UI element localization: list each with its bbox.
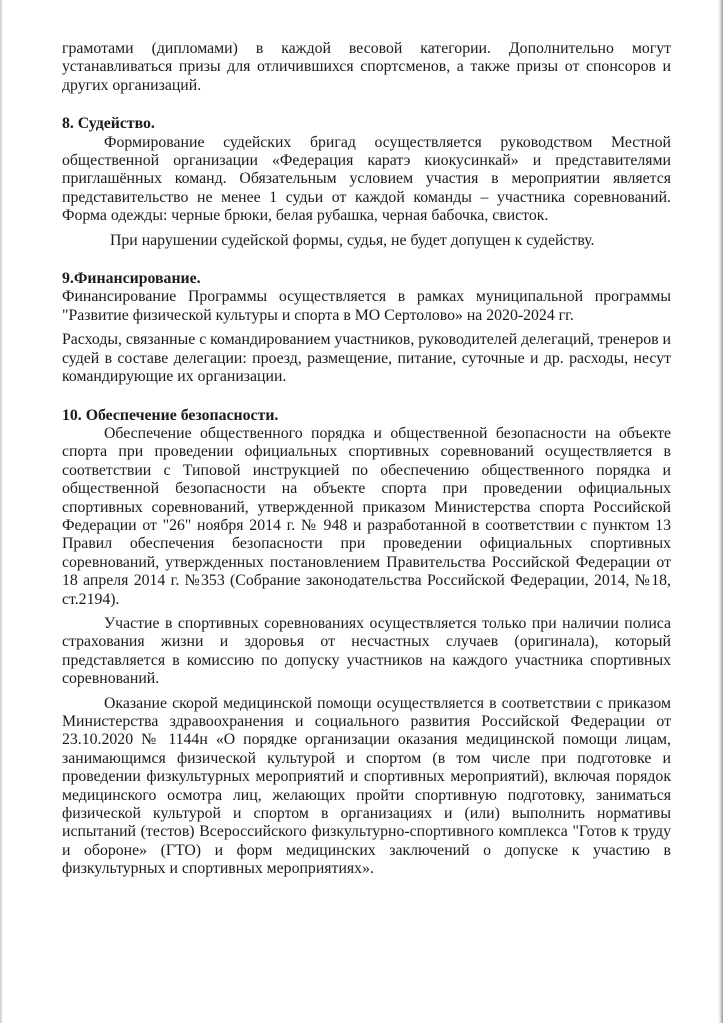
- scan-edge-right: [718, 0, 723, 1023]
- section-10-paragraph-2: Участие в спортивных соревнованиях осуществляется только при наличии полиса страхования жизни и здоровья от несчастных случаев (оригинала), который представляется в комиссию по допуску участников на каждого участника спортивных соревнований.: [62, 614, 671, 688]
- section-8-heading: 8. Судейство.: [62, 115, 155, 133]
- section-10-heading: 10. Обеспечение безопасности.: [62, 406, 279, 424]
- intro-paragraph: грамотами (дипломами) в каждой весовой категории. Дополнительно могут устанавливаться призы для отличившихся спортсменов, а также призы от спонсоров и других организаций.: [62, 40, 671, 94]
- section-9-paragraph-2: Расходы, связанные с командированием участников, руководителей делегаций, тренеров и судей в составе делегации: проезд, размещение, питание, суточные и др. расходы, несут командирующие их организации.: [62, 331, 671, 386]
- section-8-paragraph-1: Формирование судейских бригад осуществляется руководством Местной общественной организации «Федерация каратэ киокусинкай» и представителями приглашённых команд. Обязательным условием участия в мероприятии является представительство не менее 1 судьи от каждой команды – участника соревнований. Форма одежды: черные брюки, белая рубашка, черная бабочка, свисток.: [62, 133, 671, 225]
- scan-edge-left: [0, 0, 3, 1023]
- section-8-paragraph-2: При нарушении судейской формы, судья, не будет допущен к судейству.: [110, 231, 595, 249]
- section-9-heading: 9.Финансирование.: [62, 270, 201, 288]
- section-10-paragraph-3: Оказание скорой медицинской помощи осуществляется в соответствии с приказом Министерства здравоохранения и социального развития Российской Федерации от 23.10.2020 № 1144н «О порядке организации оказания медицинской помощи лицам, занимающимся физической культурой и спортом (в том числе при подготовке и проведении физкультурных мероприятий и спортивных мероприятий), включая порядок медицинского осмотра лиц, желающих пройти спортивную подготовку, заниматься физической культурой и спортом в организациях и (или) выполнить нормативы испытаний (тестов) Всероссийского физкультурно-спортивного комплекса "Готов к труду и обороне» (ГТО) и форм медицинских заключений о допуске к участию в физкультурных и спортивных мероприятиях».: [62, 694, 671, 878]
- section-9-paragraph-1: Финансирование Программы осуществляется в рамках муниципальной программы "Развитие физической культуры и спорта в МО Сертолово» на 2020-2024 гг.: [62, 288, 671, 324]
- section-10-paragraph-1: Обеспечение общественного порядка и общественной безопасности на объекте спорта при проведении официальных спортивных соревнований осуществляется в соответствии с Типовой инструкцией по обеспечению общественного порядка и общественной безопасности на объекте спорта при проведении официальных спортивных соревнований, утвержденной приказом Министерства спорта Российской Федерации от "26" ноября 2014 г. № 948 и разработанной в соответствии с пунктом 13 Правил обеспечения безопасности при проведении официальных спортивных соревнований, утвержденных постановлением Правительства Российской Федерации от 18 апреля 2014 г. №353 (Собрание законодательства Российской Федерации, 2014, №18, ст.2194).: [62, 424, 671, 608]
